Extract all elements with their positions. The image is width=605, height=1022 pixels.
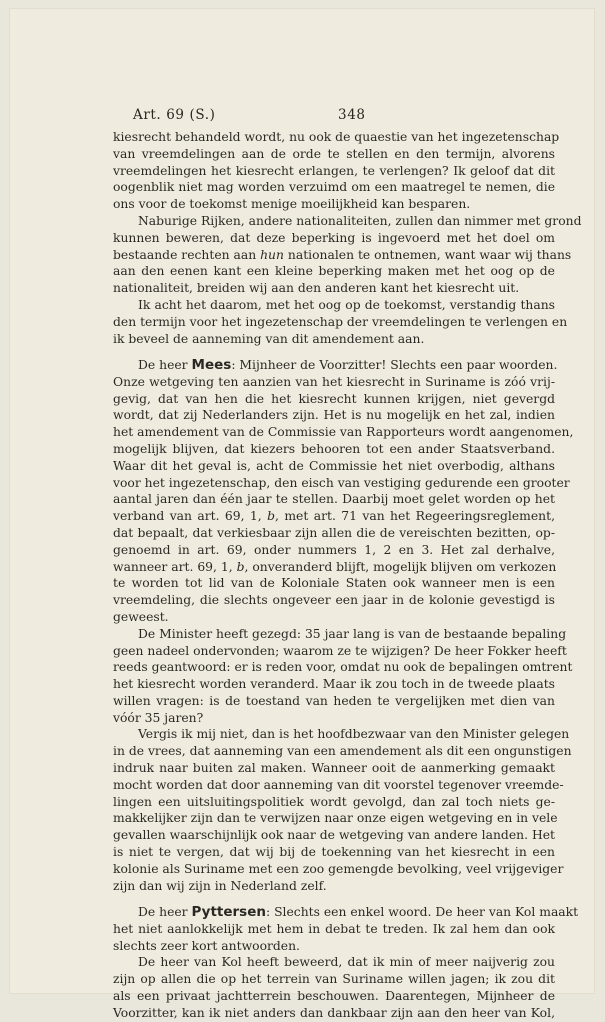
text-line: De heer van Kol heeft beweerd, dat ik min of meer naijverig zou [138,955,555,970]
article-reference: Art. 69 (S.) [133,107,216,123]
text-line: aan den eenen kant een kleine beperking maken met het oog op de [113,264,555,279]
text-line: den termijn voor het ingezetenschap der vreemdelingen te verlengen en [113,314,568,329]
text-line: bestaande rechten aan hun nationalen te ontnemen, want waar wij thans [113,247,572,262]
text-line: het amendement van de Commissie van Rapporteurs wordt aangenomen, [113,425,574,440]
speaker-line: De heer Pyttersen: Slechts een enkel woord. De heer van Kol maakt [138,904,579,921]
text-line: reeds geantwoord: er is reden voor, omdat nu ook de bepalingen omtrent [113,660,573,675]
text-line: vreemdeling, die slechts ongeveer een jaar in de kolonie gevestigd is [113,593,555,608]
text-line: slechts zeer kort antwoorden. [113,938,300,953]
text-line: kolonie als Suriname met een zoo gemengde bevolking, veel vrijgeviger [113,861,564,876]
text-line: dat bepaalt, dat verkiesbaar zijn allen die de vereischten bezitten, op- [113,525,555,540]
text-line: gevig, dat van hen die het kiesrecht kunnen krijgen, niet gevergd [113,391,555,406]
text-line: mogelijk blijven, dat kiezers behooren tot een ander Staatsverband. [113,441,555,456]
text-line: De Minister heeft gezegd: 35 jaar lang is van de bestaande bepaling [138,626,567,641]
text-line: kiesrecht behandeld wordt, nu ook de quaestie van het ingezetenschap [113,130,560,144]
text-line: Vergis ik mij niet, dan is het hoofdbezwaar van den Minister gelegen [138,727,570,742]
text-line: vreemdelingen het kiesrecht erlangen, te verlengen? Ik geloof dat dit [113,163,555,178]
text-line: geen nadeel ondervonden; waarom ze te wijzigen? De heer Fokker heeft [113,643,567,658]
emphasis: hun [260,247,284,262]
text-line: als een privaat jachtterrein beschouwen. Daarentegen, Mijnheer de [113,989,555,1004]
text-line: genoemd in art. 69, onder nummers 1, 2 en 3. Het zal derhalve, [113,542,555,557]
text-line: Ik acht het daarom, met het oog op de toekomst, verstandig thans [138,297,555,312]
text-line: voor het ingezetenschap, den eisch van vestiging gedurende een grooter [113,475,570,490]
text-line: aantal jaren dan één jaar te stellen. Daarbij moet gelet worden op het [113,492,555,507]
text-line: is niet te vergen, dat wij bij de toekenning van het kiesrecht in een [113,845,555,860]
text-line: wanneer art. 69, 1, b, onveranderd blijft, mogelijk blijven om verkozen [113,559,557,574]
text-line: indruk naar buiten zal maken. Wanneer ooit de aanmerking gemaakt [113,761,555,776]
page-number: 348 [338,107,366,123]
text-line: in de vrees, dat aanneming van een amendement als dit een ongunstigen [113,744,572,759]
text-line: ons voor de toekomst menige moeilijkheid kan besparen. [113,197,471,212]
text-line: oogenblik niet mag worden verzuimd om een maatregel te nemen, die [113,180,555,195]
text-line: te worden tot lid van de Koloniale Staten ook wanneer men is een [113,576,555,591]
text-line: Naburige Rijken, andere nationaliteiten, zullen dan nimmer met grond [138,213,582,228]
text-line: ik beveel de aanneming van dit amendement aan. [113,331,425,346]
emphasis: b [236,559,245,574]
text-line: geweest. [113,609,169,624]
speaker-line: De heer Mees: Mijnheer de Voorzitter! Slechts een paar woorden. [138,356,558,373]
text-line: gevallen waarschijnlijk ook naar de wetgeving van andere landen. Het [113,828,555,843]
text-line: het niet aanlokkelijk met hem in debat te treden. Ik zal hem dan ook [113,921,555,936]
emphasis: b [267,509,276,524]
text-line: zijn dan wij zijn in Nederland zelf. [113,878,327,893]
text-line: Onze wetgeving ten aanzien van het kiesrecht in Suriname is zóó vrij- [113,374,555,389]
text-line: verband van art. 69, 1, b, met art. 71 van het Regeeringsreglement, [113,509,556,524]
speaker-name: Mees [191,356,232,373]
text-line: kunnen beweren, dat deze beperking is ingevoerd met het doel om [113,230,555,245]
text-line: Waar dit het geval is, acht de Commissie het niet overbodig, althans [113,458,555,473]
text-line: het kiesrecht worden veranderd. Maar ik zou toch in de tweede plaats [113,677,555,692]
text-line: vóór 35 jaren? [113,710,204,725]
text-line: lingen een uitsluitingspolitiek wordt gevolgd, dan zal toch niets ge- [113,794,555,809]
page-body-text [113,129,582,1022]
text-line: zijn op allen die op het terrein van Suriname willen jagen; ik zou dit [113,972,555,987]
speaker-name: Pyttersen [191,904,266,921]
text-line: nationaliteit, breiden wij aan den anderen kant het kiesrecht uit. [113,281,520,296]
text-line: van vreemdelingen aan de orde te stellen en den termijn, alvorens [113,146,555,161]
text-line: wordt, dat zij Nederlanders zijn. Het is nu mogelijk en het zal, indien [113,408,555,423]
text-line: willen vragen: is de toestand van heden te vergelijken met dien van [113,693,555,708]
text-line: mocht worden dat door aanneming van dit voorstel tegenover vreemde- [113,777,564,792]
text-line: Voorzitter, kan ik niet anders dan dankbaar zijn aan den heer van Kol, [113,1005,555,1020]
text-line: makkelijker zijn dan te verwijzen naar onze eigen wetgeving en in vele [113,811,558,826]
